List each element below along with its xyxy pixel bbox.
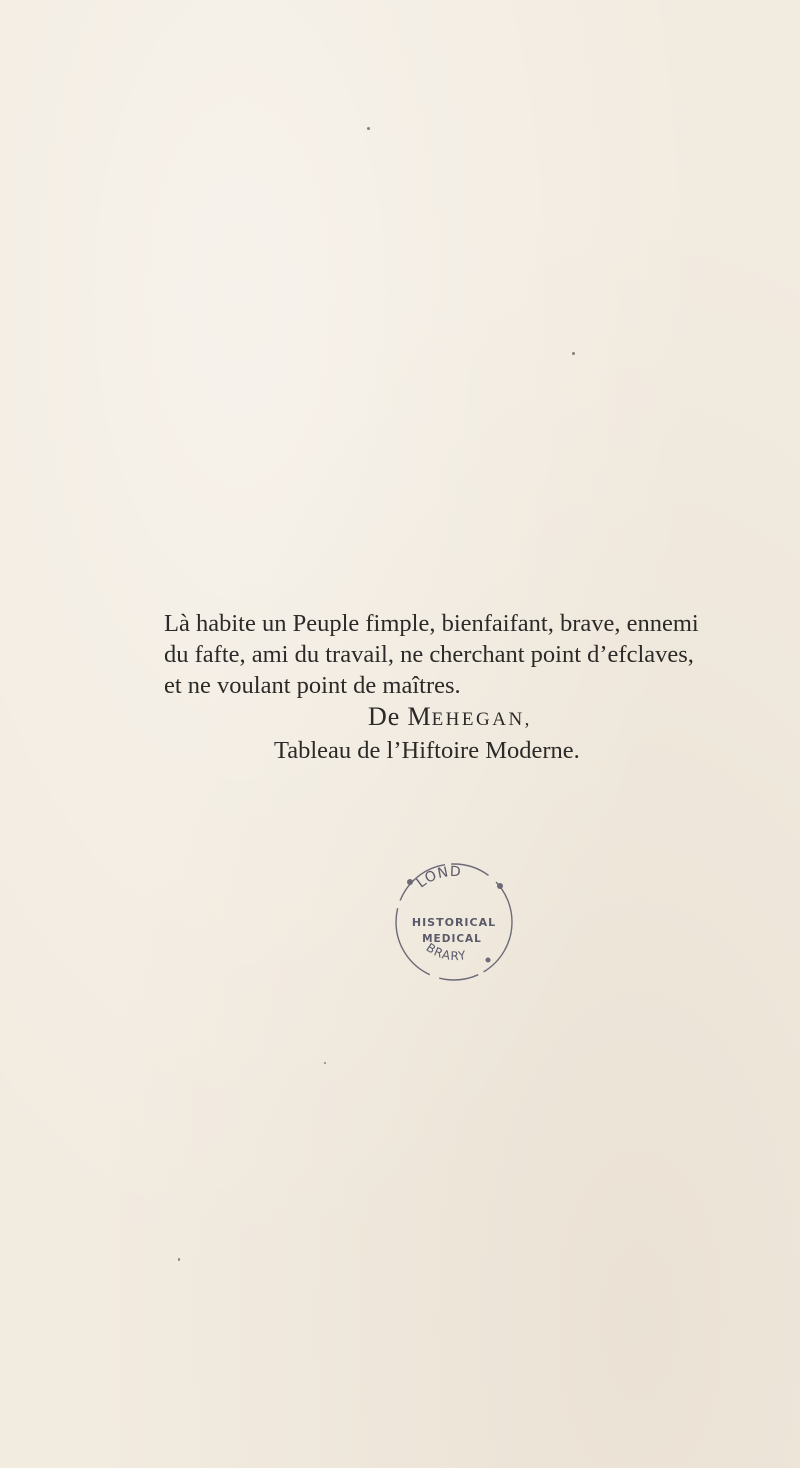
epigraph-author — [368, 701, 764, 735]
paper-speck — [572, 352, 575, 355]
author-prefix: De — [368, 702, 401, 731]
paper-speck — [367, 127, 370, 130]
paper-speck — [178, 1258, 180, 1261]
epigraph-source: Tableau de l’Hiftoire Moderne. — [274, 737, 580, 764]
epigraph-line-2: du fafte, ami du travail, ne cherchant point d’efclaves, — [164, 641, 694, 668]
stamp-line-1: HISTORICAL — [411, 916, 497, 929]
epigraph-line-1: Là habite un Peuple fimple, bienfaifant, brave, ennemi — [164, 610, 699, 637]
epigraph-line-3: et ne voulant point de maîtres. — [164, 672, 461, 699]
stamp-line-2: MEDICAL — [422, 933, 482, 945]
author-initial: M — [407, 702, 432, 731]
stamp-bottom-text: BRARY — [423, 940, 468, 964]
stamp-top-text: LOND — [413, 863, 462, 892]
author-rest: EHEGAN, — [431, 709, 532, 730]
epigraph — [164, 608, 764, 766]
paper-speck — [324, 1062, 326, 1064]
library-stamp — [384, 846, 524, 986]
